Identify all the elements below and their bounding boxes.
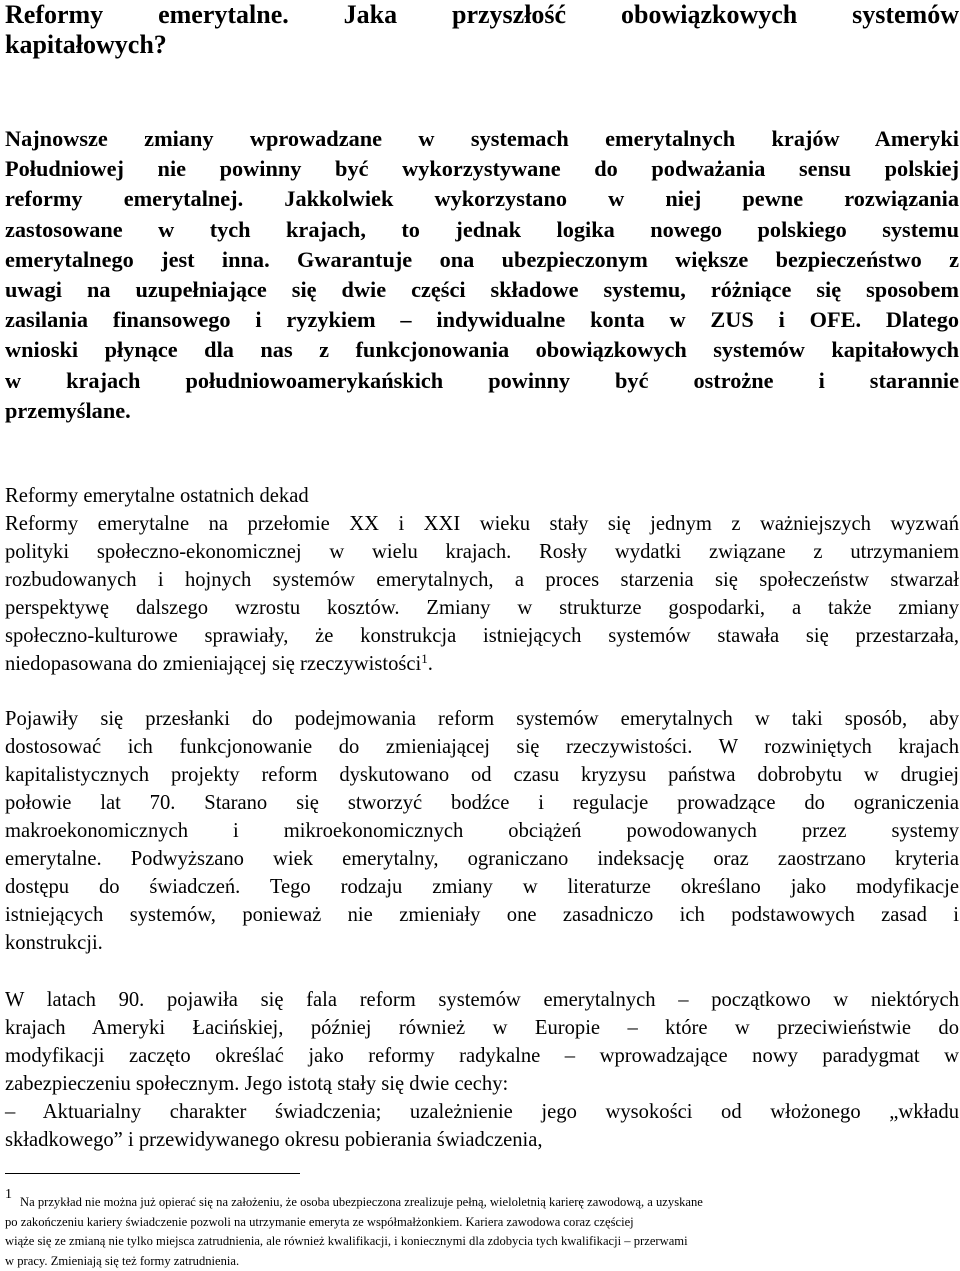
paragraph-line: Pojawiły się przesłanki do podejmowania reform systemów emerytalnych w taki sposób, aby: [5, 705, 959, 733]
title-line-1: Reformy emerytalne. Jaka przyszłość obowiązkowych systemów: [5, 0, 959, 30]
paragraph-line: krajach Ameryki Łacińskiej, później również w Europie – które w przeciwieństwie do: [5, 1014, 959, 1042]
paragraph-line: W latach 90. pojawiła się fala reform systemów emerytalnych – początkowo w niektórych: [5, 986, 959, 1014]
paragraph-line: społeczno-kulturowe sprawiały, że konstrukcja istniejących systemów stawała się przestarzała,: [5, 622, 959, 650]
list-item-line: – Aktuarialny charakter świadczenia; uzależnienie jego wysokości od włożonego „wkładu: [5, 1098, 959, 1126]
paragraph-line: polityki społeczno-ekonomicznej w wielu krajach. Rosły wydatki związane z utrzymaniem: [5, 538, 959, 566]
lead-paragraph: [5, 124, 959, 426]
footnote-line: Na przykład nie można już opierać się na założeniu, że osoba ubezpieczona zrealizuje pełną, wieloletnią karierę zawodową, a uzyskane: [5, 1183, 905, 1213]
lead-line: wnioski płynące dla nas z funkcjonowania obowiązkowych systemów kapitałowych: [5, 335, 959, 365]
title-line-2: kapitałowych?: [5, 30, 167, 59]
lead-line: przemyślane.: [5, 396, 959, 426]
paragraph-2: [5, 705, 959, 957]
paragraph-line: zabezpieczeniu społecznym. Jego istotą stały się dwie cechy:: [5, 1070, 959, 1098]
paragraph-line: dostosować ich funkcjonowanie do zmieniającej się rzeczywistości. W rozwiniętych krajach: [5, 733, 959, 761]
lead-line: uwagi na uzupełniające się dwie części składowe systemu, różniące się sposobem: [5, 275, 959, 305]
section-heading: Reformy emerytalne ostatnich dekad: [5, 482, 959, 510]
paragraph-line-last: [5, 650, 959, 678]
paragraph-line: kapitalistycznych projekty reform dyskutowano od czasu kryzysu państwa dobrobytu w drugiej: [5, 761, 959, 789]
list-item-line: składkowego” i przewidywanego okresu pobierania świadczenia,: [5, 1126, 959, 1154]
lead-line: reformy emerytalnej. Jakkolwiek wykorzystano w niej pewne rozwiązania: [5, 184, 959, 214]
footnote-separator: [5, 1173, 300, 1174]
lead-line: Najnowsze zmiany wprowadzane w systemach emerytalnych krajów Ameryki: [5, 124, 959, 154]
paragraph-3: [5, 986, 959, 1154]
lead-line: Południowej nie powinny być wykorzystywane do podważania sensu polskiej: [5, 154, 959, 184]
section-1: [5, 482, 959, 678]
lead-line: zastosowane w tych krajach, to jednak logika nowego polskiego systemu: [5, 215, 959, 245]
paragraph-line: połowie lat 70. Starano się stworzyć bodźce i regulacje prowadzące do ograniczenia: [5, 789, 959, 817]
lead-line: zasilania finansowego i ryzykiem – indywidualne konta w ZUS i OFE. Dlatego: [5, 305, 959, 335]
paragraph-line: makroekonomicznych i mikroekonomicznych obciążeń powodowanych przez systemy: [5, 817, 959, 845]
paragraph-line: emerytalne. Podwyższano wiek emerytalny, ograniczano indeksację oraz zaostrzano kryteria: [5, 845, 959, 873]
footnote-line: wiąże się ze zmianą nie tylko miejsca zatrudnienia, ale również kwalifikacji, i koniecznymi dla zdobycia tych kwalifikacji – przerwami: [5, 1232, 905, 1252]
lead-line: w krajach południowoamerykańskich powinny być ostrożne i starannie: [5, 366, 959, 396]
paragraph-line: konstrukcji.: [5, 929, 959, 957]
paragraph-line: perspektywę dalszego wzrostu kosztów. Zmiany w strukturze gospodarki, a także zmiany: [5, 594, 959, 622]
paragraph-line: modyfikacji zaczęto określać jako reformy radykalne – wprowadzające nowy paradygmat w: [5, 1042, 959, 1070]
paragraph-line: istniejących systemów, ponieważ nie zmieniały one zasadniczo ich podstawowych zasad i: [5, 901, 959, 929]
paragraph-line: Reformy emerytalne na przełomie XX i XXI wieku stały się jednym z ważniejszych wyzwań: [5, 510, 959, 538]
lead-line: emerytalnego jest inna. Gwarantuje ona ubezpieczonym większe bezpieczeństwo z: [5, 245, 959, 275]
footnote-line: w pracy. Zmieniają się też formy zatrudnienia.: [5, 1252, 905, 1271]
footnote-number: 1: [5, 1185, 12, 1205]
footnote-reference[interactable]: 1: [421, 651, 428, 666]
footnote: [5, 1183, 905, 1271]
paragraph-line: dostępu do świadczeń. Tego rodzaju zmiany w literaturze określano jako modyfikacje: [5, 873, 959, 901]
document-page: [5, 0, 959, 60]
paragraph-text: niedopasowana do zmieniającej się rzeczywistości: [5, 653, 421, 675]
article-title: [5, 0, 959, 60]
footnote-line: po zakończeniu kariery świadczenie pozwoli na utrzymanie emeryta ze współmałżonkiem. Kariera zawodowa coraz częściej: [5, 1213, 905, 1233]
paragraph-line: rozbudowanych i hojnych systemów emerytalnych, a proces starzenia się społeczeństw stwarzał: [5, 566, 959, 594]
period: .: [428, 653, 433, 675]
